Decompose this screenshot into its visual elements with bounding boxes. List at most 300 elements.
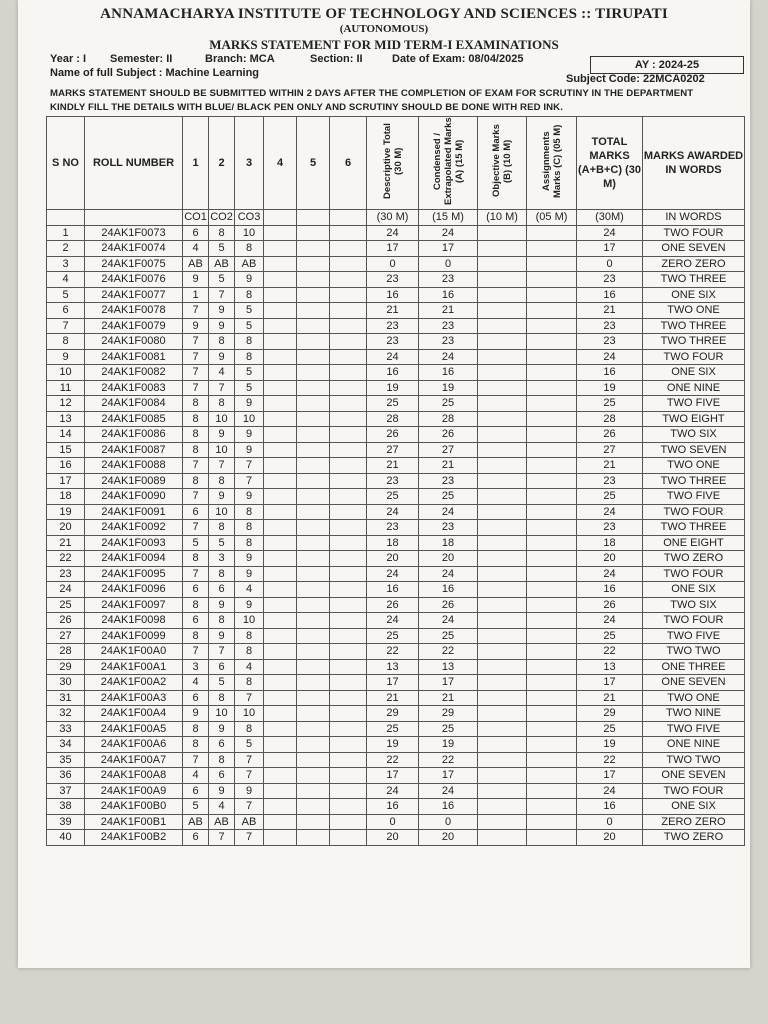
empty-cell xyxy=(264,334,297,350)
table-cell: 24AK1F0081 xyxy=(85,349,183,365)
table-cell: 19 xyxy=(367,380,419,396)
table-cell: 10 xyxy=(47,365,85,381)
empty-cell xyxy=(264,256,297,272)
empty-cell xyxy=(478,706,527,722)
empty-cell xyxy=(264,675,297,691)
table-row xyxy=(47,365,745,381)
table-cell: 23 xyxy=(577,272,643,288)
empty-cell xyxy=(527,458,577,474)
table-cell: 24 xyxy=(367,783,419,799)
table-cell: 8 xyxy=(183,473,209,489)
table-cell: 9 xyxy=(209,597,235,613)
table-cell: 25 xyxy=(419,721,478,737)
empty-cell xyxy=(330,272,367,288)
table-row xyxy=(47,303,745,319)
table-cell: 24AK1F0093 xyxy=(85,535,183,551)
table-cell: TWO FOUR xyxy=(643,504,745,520)
empty-cell xyxy=(527,597,577,613)
empty-cell xyxy=(264,721,297,737)
table-cell: 9 xyxy=(209,427,235,443)
table-cell: ZERO ZERO xyxy=(643,814,745,830)
table-cell: 23 xyxy=(419,318,478,334)
table-cell: 6 xyxy=(183,504,209,520)
empty-cell xyxy=(478,365,527,381)
table-cell: 24AK1F00A8 xyxy=(85,768,183,784)
empty-cell xyxy=(527,473,577,489)
table-row xyxy=(47,256,745,272)
empty-cell xyxy=(297,225,330,241)
table-cell: 24AK1F0074 xyxy=(85,241,183,257)
empty-cell xyxy=(527,551,577,567)
empty-cell xyxy=(264,411,297,427)
table-cell: 5 xyxy=(235,318,264,334)
table-cell: 7 xyxy=(183,489,209,505)
table-cell: 6 xyxy=(209,768,235,784)
empty-cell xyxy=(297,380,330,396)
table-cell: 24 xyxy=(419,504,478,520)
table-cell: 4 xyxy=(47,272,85,288)
table-cell: 26 xyxy=(577,427,643,443)
table-cell: 22 xyxy=(577,752,643,768)
table-cell: 23 xyxy=(419,272,478,288)
table-cell: 8 xyxy=(209,566,235,582)
empty-cell xyxy=(264,566,297,582)
table-cell: 3 xyxy=(47,256,85,272)
table-cell: 4 xyxy=(209,799,235,815)
table-cell: 17 xyxy=(577,675,643,691)
table-cell: 8 xyxy=(235,504,264,520)
table-cell: 17 xyxy=(577,768,643,784)
empty-cell xyxy=(478,334,527,350)
table-header-row xyxy=(47,117,745,210)
empty-cell xyxy=(330,504,367,520)
table-cell: 22 xyxy=(577,644,643,660)
table-cell: 24 xyxy=(419,783,478,799)
empty-cell xyxy=(264,628,297,644)
table-cell: 25 xyxy=(577,721,643,737)
table-row xyxy=(47,659,745,675)
table-row xyxy=(47,582,745,598)
empty-cell xyxy=(297,334,330,350)
table-cell: 16 xyxy=(367,582,419,598)
empty-cell xyxy=(330,706,367,722)
empty-cell xyxy=(297,287,330,303)
empty-cell xyxy=(297,628,330,644)
table-cell: 17 xyxy=(419,675,478,691)
table-cell: 25 xyxy=(367,396,419,412)
empty-cell xyxy=(478,489,527,505)
table-cell: 24 xyxy=(419,225,478,241)
table-cell: 24AK1F0090 xyxy=(85,489,183,505)
table-cell: 4 xyxy=(183,675,209,691)
table-cell: 24 xyxy=(419,349,478,365)
table-cell: 7 xyxy=(209,644,235,660)
table-cell: 9 xyxy=(235,597,264,613)
table-cell: 24AK1F0087 xyxy=(85,442,183,458)
table-cell: 7 xyxy=(209,458,235,474)
ink-note: KINDLY FILL THE DETAILS WITH BLUE/ BLACK PEN ONLY AND SCRUTINY SHOULD BE DONE WITH RED INK. xyxy=(50,102,563,113)
empty-cell xyxy=(330,334,367,350)
table-cell: 5 xyxy=(235,303,264,319)
table-cell: 9 xyxy=(209,318,235,334)
column-header-label: 3 xyxy=(245,157,253,169)
empty-cell xyxy=(478,566,527,582)
table-cell: 23 xyxy=(577,318,643,334)
table-row xyxy=(47,318,745,334)
table-cell: TWO FOUR xyxy=(643,783,745,799)
table-row xyxy=(47,690,745,706)
empty-cell xyxy=(527,442,577,458)
column-header-9 xyxy=(419,117,478,210)
empty-cell xyxy=(478,752,527,768)
table-cell: 24AK1F0080 xyxy=(85,334,183,350)
table-cell: 8 xyxy=(235,349,264,365)
table-cell: 5 xyxy=(235,380,264,396)
table-cell: TWO SIX xyxy=(643,597,745,613)
table-row xyxy=(47,427,745,443)
empty-cell xyxy=(330,256,367,272)
table-cell: 7 xyxy=(235,752,264,768)
empty-cell xyxy=(264,830,297,846)
table-cell: 23 xyxy=(419,520,478,536)
table-cell: 7 xyxy=(183,349,209,365)
table-cell: 9 xyxy=(235,551,264,567)
subheader-cell xyxy=(297,210,330,226)
empty-cell xyxy=(478,768,527,784)
empty-cell xyxy=(330,566,367,582)
empty-cell xyxy=(478,830,527,846)
empty-cell xyxy=(297,411,330,427)
table-cell: 21 xyxy=(367,458,419,474)
table-cell: 24AK1F0096 xyxy=(85,582,183,598)
table-cell: 31 xyxy=(47,690,85,706)
table-cell: 7 xyxy=(209,380,235,396)
table-cell: AB xyxy=(209,256,235,272)
table-cell: 40 xyxy=(47,830,85,846)
table-cell: 25 xyxy=(419,396,478,412)
empty-cell xyxy=(527,287,577,303)
table-cell: TWO FOUR xyxy=(643,225,745,241)
table-cell: 17 xyxy=(577,241,643,257)
table-row xyxy=(47,287,745,303)
table-cell: 10 xyxy=(235,411,264,427)
table-cell: 22 xyxy=(367,752,419,768)
empty-cell xyxy=(330,752,367,768)
table-cell: AB xyxy=(209,814,235,830)
table-cell: 4 xyxy=(209,365,235,381)
empty-cell xyxy=(478,675,527,691)
table-cell: TWO THREE xyxy=(643,334,745,350)
empty-cell xyxy=(330,830,367,846)
empty-cell xyxy=(297,597,330,613)
empty-cell xyxy=(527,752,577,768)
column-header-label: 2 xyxy=(218,157,225,169)
empty-cell xyxy=(297,427,330,443)
table-cell: 8 xyxy=(235,644,264,660)
column-header-label: Assignments Marks (C) (05 M) xyxy=(540,124,563,198)
empty-cell xyxy=(478,628,527,644)
table-cell: 8 xyxy=(183,411,209,427)
empty-cell xyxy=(297,721,330,737)
empty-cell xyxy=(527,365,577,381)
subheader-cell xyxy=(47,210,85,226)
table-cell: 18 xyxy=(419,535,478,551)
table-cell: TWO THREE xyxy=(643,473,745,489)
table-cell: 16 xyxy=(419,365,478,381)
table-cell: 9 xyxy=(183,318,209,334)
table-cell: 25 xyxy=(419,628,478,644)
empty-cell xyxy=(478,551,527,567)
table-cell: 24AK1F0082 xyxy=(85,365,183,381)
empty-cell xyxy=(297,613,330,629)
table-cell: AB xyxy=(235,814,264,830)
table-cell: AB xyxy=(235,256,264,272)
empty-cell xyxy=(527,644,577,660)
table-cell: 4 xyxy=(183,768,209,784)
table-cell: TWO FIVE xyxy=(643,396,745,412)
empty-cell xyxy=(478,659,527,675)
table-row xyxy=(47,241,745,257)
table-cell: 6 xyxy=(183,783,209,799)
empty-cell xyxy=(264,706,297,722)
subheader-cell: (30M) xyxy=(577,210,643,226)
column-header-10 xyxy=(478,117,527,210)
table-cell: 24 xyxy=(367,225,419,241)
empty-cell xyxy=(527,520,577,536)
empty-cell xyxy=(297,473,330,489)
table-cell: 24 xyxy=(577,349,643,365)
column-header-12 xyxy=(577,117,643,210)
subheader-cell: (15 M) xyxy=(419,210,478,226)
empty-cell xyxy=(264,504,297,520)
table-cell: TWO NINE xyxy=(643,706,745,722)
empty-cell xyxy=(478,721,527,737)
empty-cell xyxy=(478,473,527,489)
column-header-label: MARKS AWARDED IN WORDS xyxy=(643,150,744,176)
table-cell: 20 xyxy=(47,520,85,536)
table-cell: 26 xyxy=(577,597,643,613)
table-cell: 19 xyxy=(419,737,478,753)
empty-cell xyxy=(264,349,297,365)
column-header-label: S NO xyxy=(52,157,79,169)
table-cell: ONE EIGHT xyxy=(643,535,745,551)
empty-cell xyxy=(527,830,577,846)
table-cell: 7 xyxy=(183,644,209,660)
table-cell: 20 xyxy=(419,830,478,846)
empty-cell xyxy=(527,613,577,629)
table-cell: 7 xyxy=(235,473,264,489)
table-row xyxy=(47,783,745,799)
empty-cell xyxy=(264,613,297,629)
table-cell: 13 xyxy=(577,659,643,675)
empty-cell xyxy=(330,644,367,660)
table-cell: 16 xyxy=(577,287,643,303)
table-row xyxy=(47,225,745,241)
table-cell: ONE SIX xyxy=(643,799,745,815)
empty-cell xyxy=(478,427,527,443)
table-cell: 20 xyxy=(367,551,419,567)
empty-cell xyxy=(527,783,577,799)
empty-cell xyxy=(264,752,297,768)
table-cell: 7 xyxy=(209,287,235,303)
table-cell: 23 xyxy=(577,520,643,536)
table-cell: TWO THREE xyxy=(643,272,745,288)
subheader-cell: CO2 xyxy=(210,211,233,224)
table-cell: TWO FIVE xyxy=(643,628,745,644)
empty-cell xyxy=(264,365,297,381)
table-row xyxy=(47,551,745,567)
empty-cell xyxy=(297,706,330,722)
empty-cell xyxy=(330,365,367,381)
empty-cell xyxy=(297,783,330,799)
table-cell: 8 xyxy=(209,225,235,241)
column-header-label: 6 xyxy=(344,157,352,169)
empty-cell xyxy=(330,473,367,489)
table-cell: 27 xyxy=(367,442,419,458)
table-cell: 9 xyxy=(209,721,235,737)
table-row xyxy=(47,272,745,288)
table-cell: 23 xyxy=(577,334,643,350)
empty-cell xyxy=(478,272,527,288)
empty-cell xyxy=(478,241,527,257)
empty-cell xyxy=(478,504,527,520)
subheader-cell: CO1 xyxy=(184,211,207,224)
table-cell: 12 xyxy=(47,396,85,412)
empty-cell xyxy=(527,675,577,691)
table-cell: 24AK1F0094 xyxy=(85,551,183,567)
table-cell: 26 xyxy=(47,613,85,629)
table-cell: 24AK1F00A9 xyxy=(85,783,183,799)
empty-cell xyxy=(297,272,330,288)
empty-cell xyxy=(297,241,330,257)
table-cell: 7 xyxy=(183,365,209,381)
empty-cell xyxy=(527,535,577,551)
table-cell: 39 xyxy=(47,814,85,830)
table-cell: 5 xyxy=(235,737,264,753)
table-cell: 17 xyxy=(47,473,85,489)
table-cell: 7 xyxy=(183,520,209,536)
table-cell: 19 xyxy=(419,380,478,396)
table-cell: 10 xyxy=(235,225,264,241)
empty-cell xyxy=(330,597,367,613)
table-cell: 24AK1F0098 xyxy=(85,613,183,629)
empty-cell xyxy=(264,644,297,660)
table-cell: 27 xyxy=(419,442,478,458)
column-header-11 xyxy=(527,117,577,210)
table-cell: 23 xyxy=(419,334,478,350)
table-cell: 25 xyxy=(577,628,643,644)
empty-cell xyxy=(527,411,577,427)
table-cell: 24AK1F0091 xyxy=(85,504,183,520)
empty-cell xyxy=(264,287,297,303)
empty-cell xyxy=(527,706,577,722)
table-cell: 5 xyxy=(209,675,235,691)
empty-cell xyxy=(297,318,330,334)
empty-cell xyxy=(264,241,297,257)
table-cell: 30 xyxy=(47,675,85,691)
table-cell: 8 xyxy=(235,287,264,303)
empty-cell xyxy=(527,427,577,443)
table-cell: 22 xyxy=(419,644,478,660)
marks-table xyxy=(46,116,745,846)
table-cell: 8 xyxy=(209,613,235,629)
table-cell: 23 xyxy=(47,566,85,582)
table-cell: 17 xyxy=(367,241,419,257)
table-cell: TWO FOUR xyxy=(643,566,745,582)
empty-cell xyxy=(330,411,367,427)
table-cell: 15 xyxy=(47,442,85,458)
table-cell: 8 xyxy=(183,597,209,613)
table-cell: 8 xyxy=(209,690,235,706)
empty-cell xyxy=(297,442,330,458)
table-row xyxy=(47,830,745,846)
table-cell: 26 xyxy=(419,597,478,613)
empty-cell xyxy=(330,721,367,737)
empty-cell xyxy=(478,737,527,753)
table-cell: 17 xyxy=(367,768,419,784)
empty-cell xyxy=(527,628,577,644)
table-cell: 28 xyxy=(367,411,419,427)
table-cell: 8 xyxy=(235,535,264,551)
table-cell: 13 xyxy=(47,411,85,427)
table-cell: 10 xyxy=(209,706,235,722)
table-cell: 9 xyxy=(183,706,209,722)
table-row xyxy=(47,613,745,629)
table-cell: 8 xyxy=(47,334,85,350)
table-cell: TWO FOUR xyxy=(643,349,745,365)
empty-cell xyxy=(478,690,527,706)
table-cell: 24 xyxy=(367,613,419,629)
column-header-8 xyxy=(367,117,419,210)
table-cell: ONE THREE xyxy=(643,659,745,675)
column-header-7 xyxy=(330,117,367,210)
empty-cell xyxy=(527,396,577,412)
table-cell: 32 xyxy=(47,706,85,722)
table-cell: 8 xyxy=(209,396,235,412)
table-row xyxy=(47,768,745,784)
empty-cell xyxy=(478,318,527,334)
empty-cell xyxy=(330,551,367,567)
table-cell: 23 xyxy=(367,334,419,350)
column-header-5 xyxy=(264,117,297,210)
table-cell: 8 xyxy=(183,737,209,753)
table-cell: 10 xyxy=(209,411,235,427)
table-cell: 3 xyxy=(183,659,209,675)
empty-cell xyxy=(297,830,330,846)
column-header-13 xyxy=(643,117,745,210)
empty-cell xyxy=(297,303,330,319)
empty-cell xyxy=(527,721,577,737)
table-cell: 24 xyxy=(47,582,85,598)
empty-cell xyxy=(330,442,367,458)
table-cell: TWO EIGHT xyxy=(643,411,745,427)
table-cell: 24 xyxy=(577,225,643,241)
table-cell: 7 xyxy=(235,799,264,815)
empty-cell xyxy=(297,256,330,272)
empty-cell xyxy=(264,427,297,443)
table-cell: ONE SEVEN xyxy=(643,768,745,784)
table-cell: 24AK1F00B2 xyxy=(85,830,183,846)
empty-cell xyxy=(330,675,367,691)
table-cell: 24AK1F00A5 xyxy=(85,721,183,737)
table-cell: 5 xyxy=(209,241,235,257)
empty-cell xyxy=(264,489,297,505)
table-cell: 16 xyxy=(367,287,419,303)
column-header-2 xyxy=(183,117,209,210)
empty-cell xyxy=(297,396,330,412)
table-cell: 25 xyxy=(367,489,419,505)
empty-cell xyxy=(527,690,577,706)
